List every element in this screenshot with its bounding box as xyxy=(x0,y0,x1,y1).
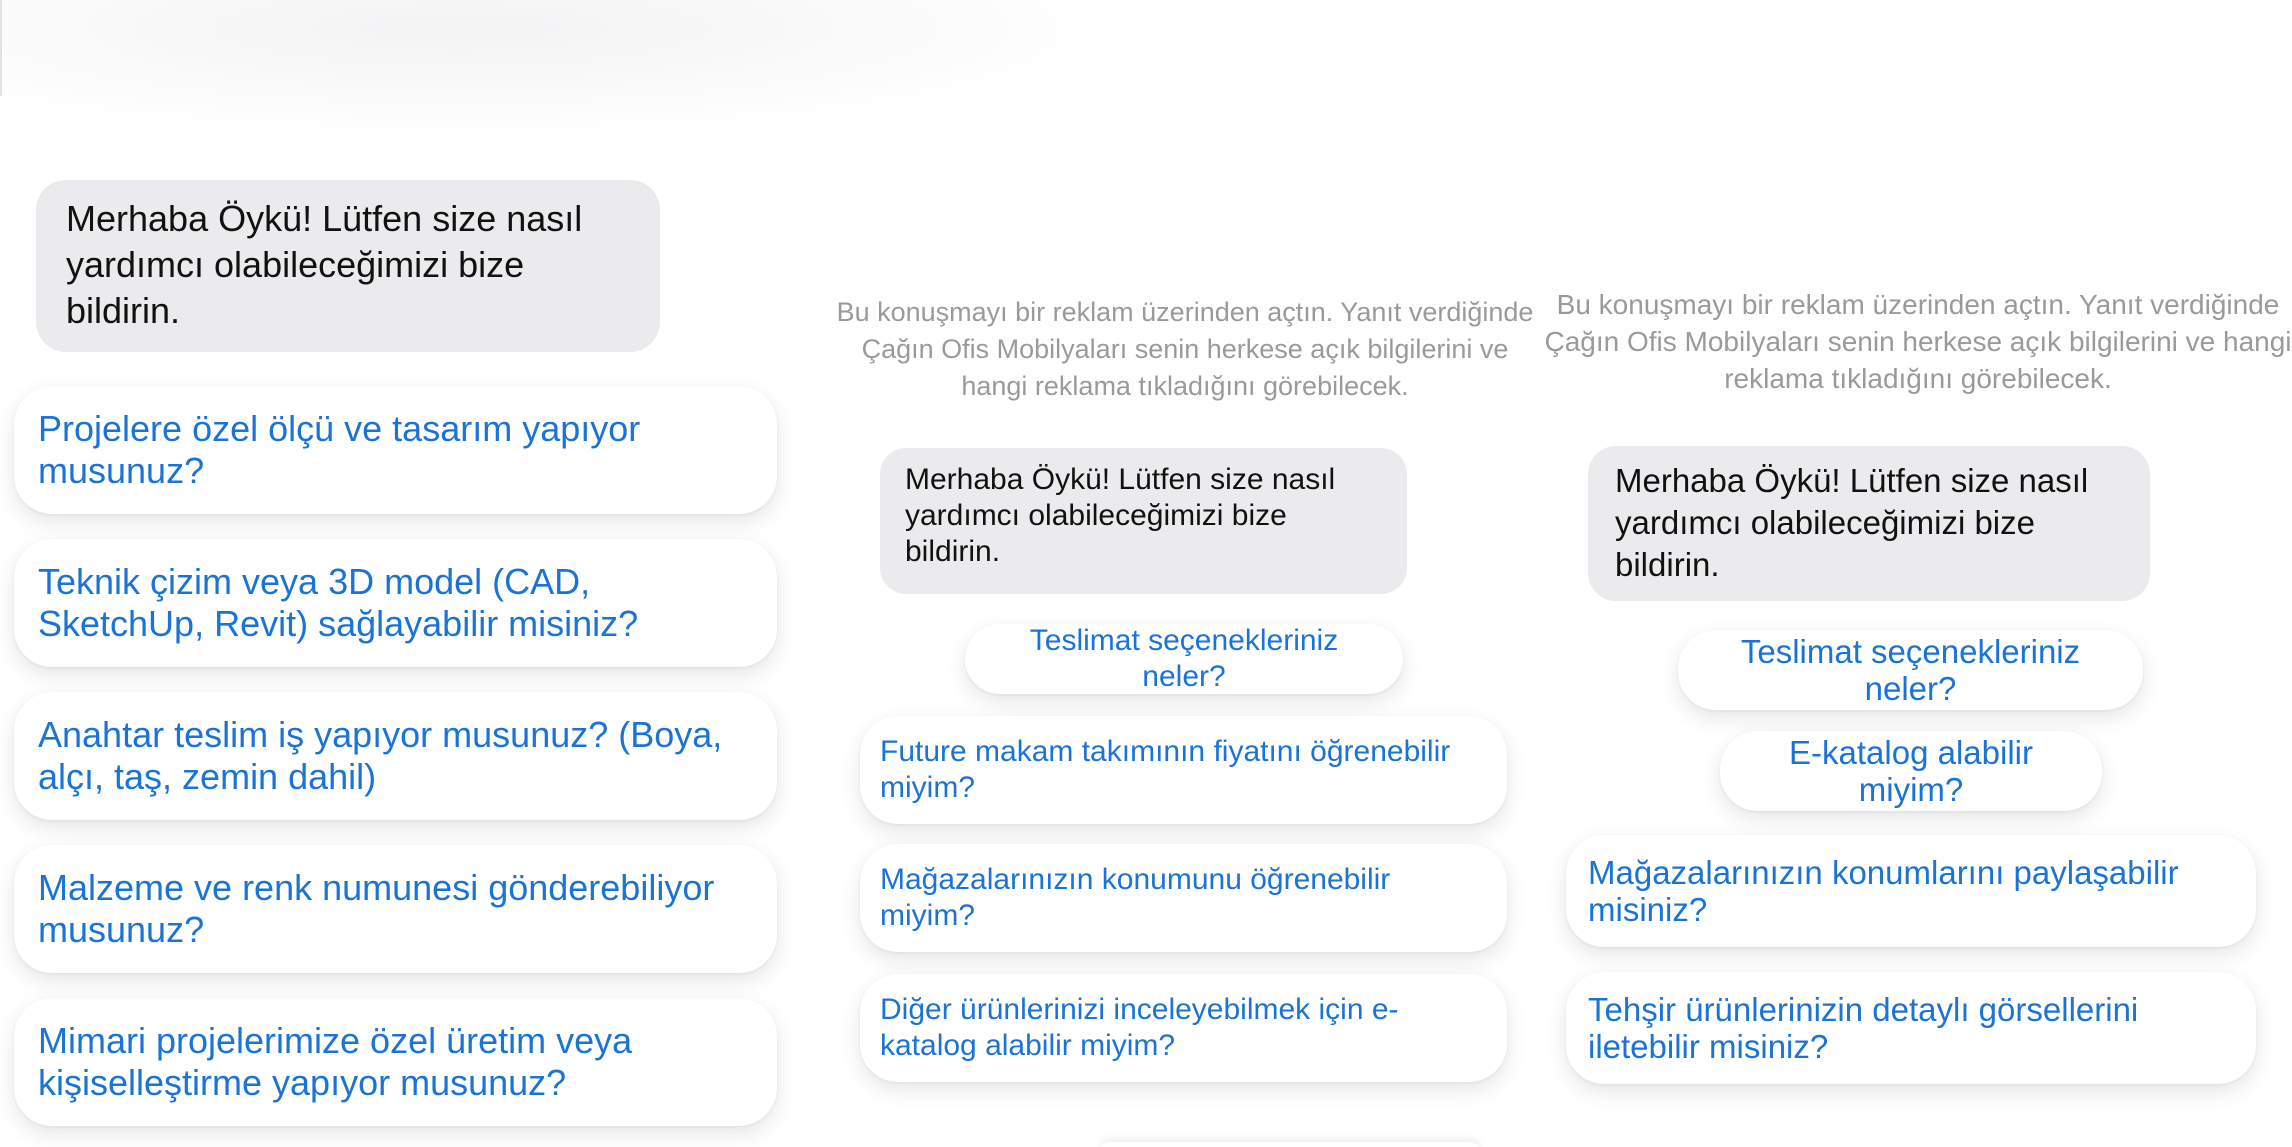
quick-reply-label: Mağazalarınızın konumunu öğrenebilir miyim? xyxy=(880,863,1391,932)
greeting-bubble: Merhaba Öykü! Lütfen size nasıl yardımcı olabileceğimizi bize bildirin. xyxy=(36,180,660,352)
quick-reply-label: Teslimat seçenekleriniz neler? xyxy=(1740,633,2081,707)
quick-reply-label: Teknik çizim veya 3D model (CAD, SketchUp, Revit) sağlayabilir misiniz? xyxy=(38,561,639,644)
quick-reply-button[interactable] xyxy=(14,845,777,973)
quick-reply-label: Diğer ürünlerinizi inceleyebilmek için e-katalog alabilir miyim? xyxy=(880,993,1399,1062)
quick-reply-button[interactable] xyxy=(860,844,1507,952)
greeting-bubble: Merhaba Öykü! Lütfen size nasıl yardımcı olabileceğimizi bize bildirin. xyxy=(1588,446,2150,601)
quick-reply-button[interactable] xyxy=(1566,972,2256,1084)
quick-reply-label: Future makam takımının fiyatını öğrenebilir miyim? xyxy=(880,735,1451,804)
quick-reply-button[interactable] xyxy=(965,624,1403,694)
quick-reply-button[interactable] xyxy=(860,974,1507,1082)
quick-reply-label: Malzeme ve renk numunesi gönderebiliyor musunuz? xyxy=(38,867,715,950)
quick-reply-button[interactable] xyxy=(1566,835,2256,947)
quick-reply-button[interactable] xyxy=(14,386,777,514)
ad-notice-text: Bu konuşmayı bir reklam üzerinden açtın. Yanıt verdiğinde Çağın Ofis Mobilyaları senin herkese açık bilgilerini ve hangi reklama tıkladığını görebilecek. xyxy=(1544,289,2292,394)
quick-reply-button[interactable] xyxy=(1678,630,2143,710)
top-blur-area xyxy=(0,0,1150,140)
left-edge-line xyxy=(0,0,2,96)
partial-quick-reply-button xyxy=(1100,1142,1480,1147)
quick-reply-label: E-katalog alabilir miyim? xyxy=(1789,734,2033,808)
quick-reply-label: Projelere özel ölçü ve tasarım yapıyor musunuz? xyxy=(38,408,641,491)
quick-reply-button[interactable] xyxy=(14,692,777,820)
quick-reply-label: Anahtar teslim iş yapıyor musunuz? (Boya, alçı, taş, zemin dahil) xyxy=(38,714,723,797)
quick-reply-label: Teslimat seçenekleriniz neler? xyxy=(1029,624,1339,693)
greeting-bubble: Merhaba Öykü! Lütfen size nasıl yardımcı olabileceğimizi bize bildirin. xyxy=(880,448,1407,594)
ad-notice-text: Bu konuşmayı bir reklam üzerinden açtın. Yanıt verdiğinde Çağın Ofis Mobilyaları senin herkese açık bilgilerini ve hangi reklama tıkladığını görebilecek. xyxy=(836,297,1534,401)
quick-reply-label: Mağazalarınızın konumlarını paylaşabilir misiniz? xyxy=(1588,854,2179,928)
quick-reply-button[interactable] xyxy=(1720,731,2102,811)
quick-reply-label: Tehşir ürünlerinizin detaylı görsellerini iletebilir misiniz? xyxy=(1588,991,2139,1065)
quick-reply-button[interactable] xyxy=(14,998,777,1126)
quick-reply-label: Mimari projelerimize özel üretim veya kişiselleştirme yapıyor musunuz? xyxy=(38,1020,633,1103)
quick-reply-button[interactable] xyxy=(860,716,1507,824)
quick-reply-button[interactable] xyxy=(14,539,777,667)
